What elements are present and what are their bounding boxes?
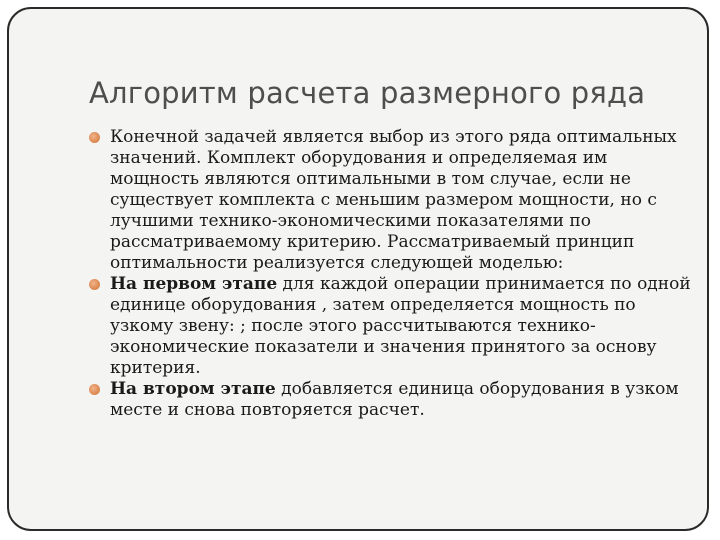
bullet-item-2 xyxy=(89,274,694,379)
bullet-text xyxy=(110,274,691,378)
bullet-dot-icon xyxy=(89,384,100,395)
bullet-body-text: Конечной задачей является выбор из этого ряда оптимальных значений. Комплект оборудования и определяемая им мощность являются оптимальными в том случае, если не существует комплекта с меньшим размером мощности, но с лучшими технико-экономическими показателями по рассматриваемому критерию. Рассматриваемый принцип оптимальности реализуется следующей моделью: xyxy=(110,127,677,273)
bullet-item-3 xyxy=(89,379,694,421)
bullet-text xyxy=(110,379,679,420)
bullet-item-1 xyxy=(89,127,694,274)
bullet-body-text: для каждой операции принимается по одной единице оборудования , затем определяется мощность по узкому звену: ; после этого рассчитываются технико-экономические показатели и значения принятого за основу критерия. xyxy=(110,274,691,378)
bullet-list xyxy=(89,127,694,421)
slide-title: Алгоритм расчета размерного ряда xyxy=(89,76,646,110)
slide-frame xyxy=(7,7,709,531)
bullet-bold-text: На первом этапе xyxy=(110,274,278,294)
bullet-bold-text: На втором этапе xyxy=(110,379,276,399)
bullet-dot-icon xyxy=(89,279,100,290)
bullet-body-text: добавляется единица оборудования в узком месте и снова повторяется расчет. xyxy=(110,379,679,420)
bullet-text xyxy=(110,127,677,273)
bullet-dot-icon xyxy=(89,132,100,143)
